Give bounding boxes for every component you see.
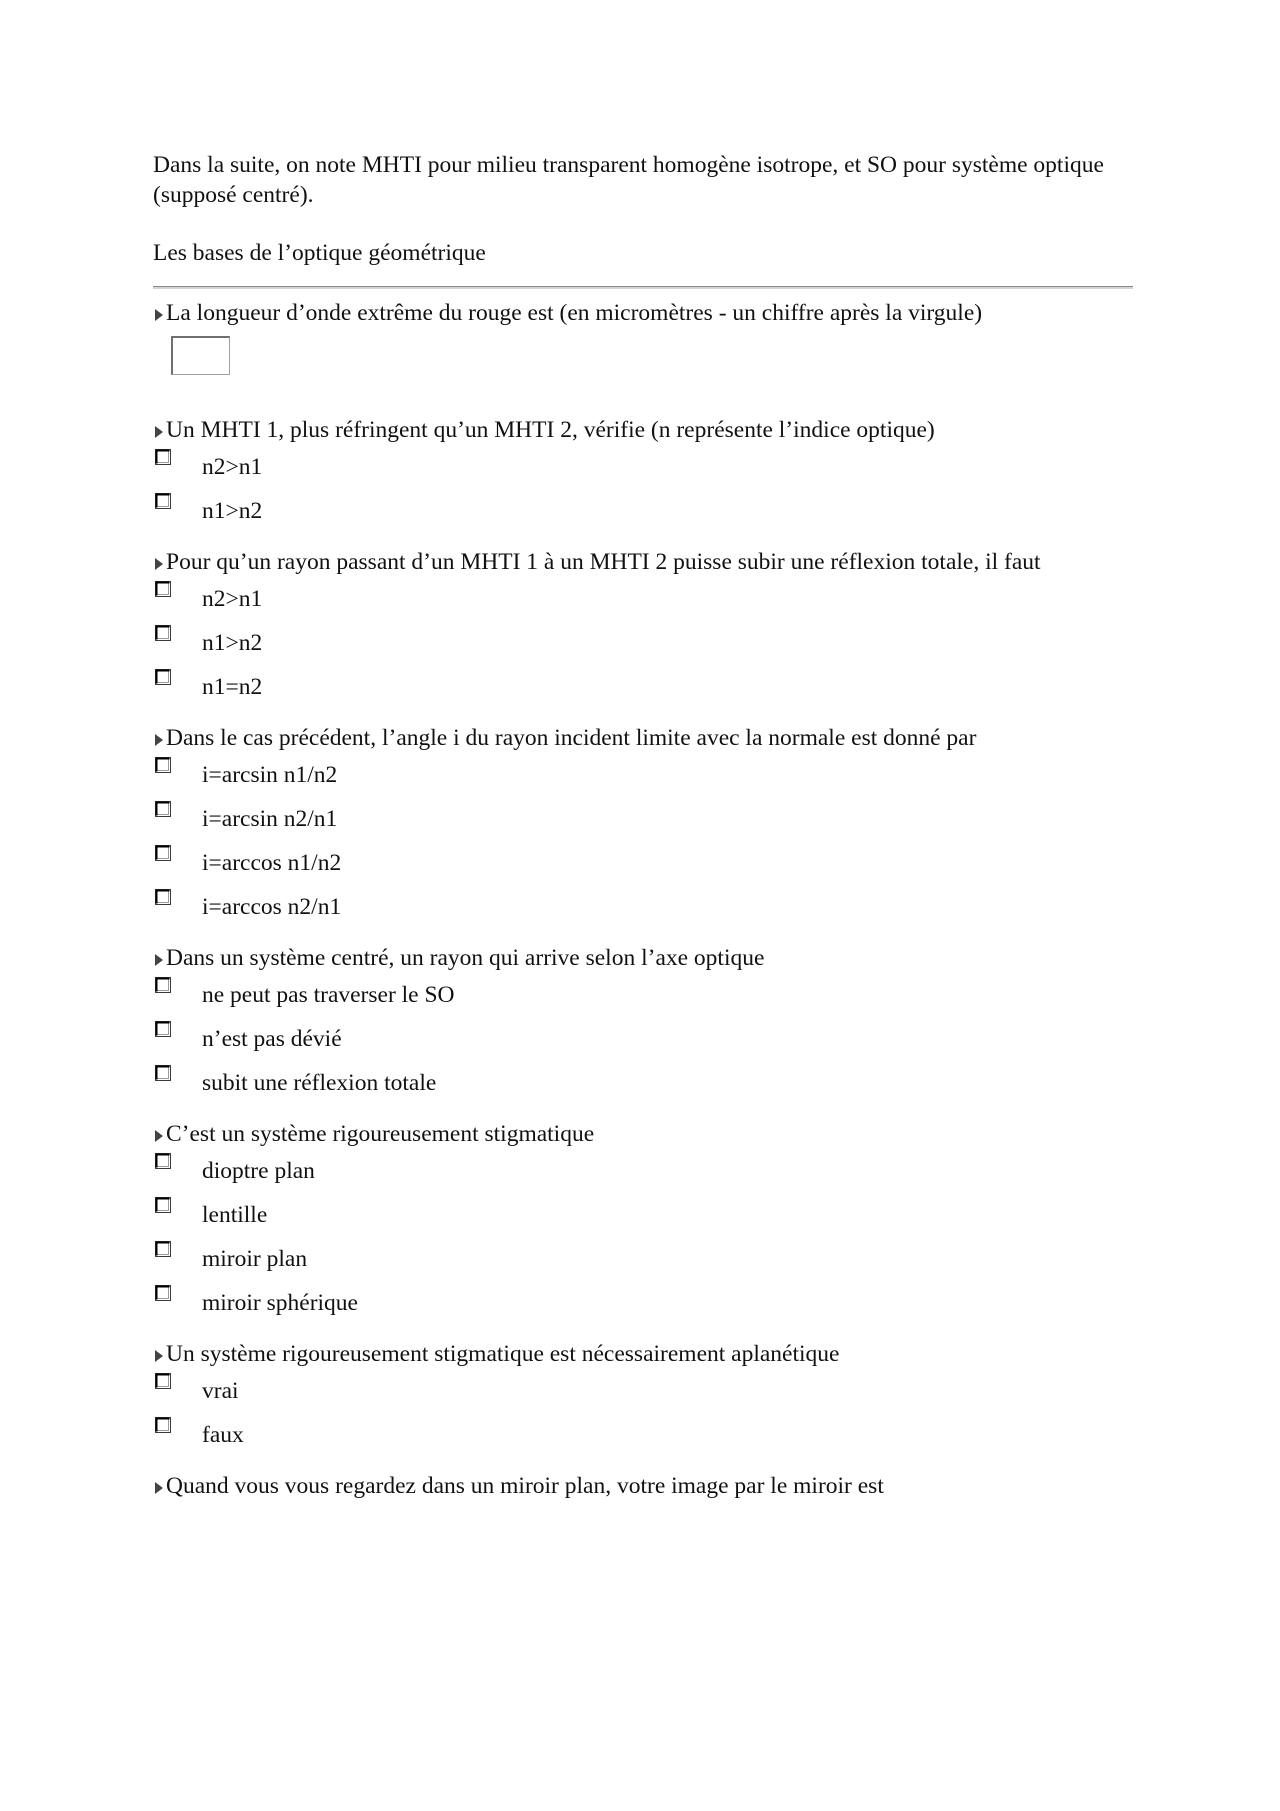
option[interactable] (153, 577, 1133, 621)
question-text: Un MHTI 1, plus réfringent qu’un MHTI 2, vérifie (n représente l’indice optique) (166, 417, 935, 443)
radio-button[interactable] (155, 493, 171, 509)
radio-button[interactable] (155, 625, 171, 641)
option[interactable] (153, 1281, 1133, 1325)
option[interactable] (153, 1413, 1133, 1457)
option[interactable] (153, 885, 1133, 929)
question-3 (153, 723, 1133, 929)
option[interactable] (153, 1149, 1133, 1193)
question-0 (153, 298, 1133, 401)
question-text: Quand vous vous regardez dans un miroir plan, votre image par le miroir est (166, 1473, 884, 1499)
radio-button[interactable] (155, 581, 171, 597)
radio-button[interactable] (155, 977, 171, 993)
option[interactable] (153, 665, 1133, 709)
option-label: n1>n2 (202, 630, 263, 656)
option-label: i=arccos n1/n2 (202, 850, 342, 876)
option-label: n1=n2 (202, 674, 263, 700)
radio-button[interactable] (155, 669, 171, 685)
question-text: La longueur d’onde extrême du rouge est (en micromètres - un chiffre après la virgule) (166, 300, 983, 326)
option-label: i=arccos n2/n1 (202, 894, 342, 920)
radio-button[interactable] (155, 757, 171, 773)
question-text: C’est un système rigoureusement stigmatique (166, 1121, 595, 1147)
question-text: Pour qu’un rayon passant d’un MHTI 1 à un MHTI 2 puisse subir une réflexion totale, il faut (166, 549, 1041, 575)
triangle-right-icon (155, 1482, 163, 1494)
option-label: vrai (202, 1378, 239, 1404)
triangle-right-icon (155, 558, 163, 570)
triangle-right-icon (155, 426, 163, 438)
option[interactable] (153, 1061, 1133, 1105)
option[interactable] (153, 621, 1133, 665)
option-label: i=arcsin n2/n1 (202, 806, 338, 832)
radio-button[interactable] (155, 801, 171, 817)
question-7 (153, 1471, 1133, 1501)
option-label: dioptre plan (202, 1158, 315, 1184)
radio-button[interactable] (155, 1021, 171, 1037)
radio-button[interactable] (155, 449, 171, 465)
option-label: n1>n2 (202, 498, 263, 524)
intro-paragraph: Dans la suite, on note MHTI pour milieu transparent homogène isotrope, et SO pour système optique (supposé centré). (153, 152, 1104, 208)
option[interactable] (153, 1237, 1133, 1281)
option-label: subit une réflexion totale (202, 1070, 437, 1096)
option-label: lentille (202, 1202, 268, 1228)
question-1 (153, 415, 1133, 533)
question-5 (153, 1119, 1133, 1325)
option-label: miroir plan (202, 1246, 308, 1272)
radio-button[interactable] (155, 1241, 171, 1257)
triangle-right-icon (155, 1350, 163, 1362)
question-text: Un système rigoureusement stigmatique est nécessairement aplanétique (166, 1341, 840, 1367)
horizontal-rule (153, 286, 1133, 289)
radio-button[interactable] (155, 889, 171, 905)
option[interactable] (153, 797, 1133, 841)
option[interactable] (153, 445, 1133, 489)
option[interactable] (153, 753, 1133, 797)
option[interactable] (153, 1193, 1133, 1237)
section-title: Les bases de l’optique géométrique (153, 240, 486, 266)
radio-button[interactable] (155, 1153, 171, 1169)
radio-button[interactable] (155, 1065, 171, 1081)
question-text: Dans le cas précédent, l’angle i du rayon incident limite avec la normale est donné par (166, 725, 977, 751)
triangle-right-icon (155, 309, 163, 321)
answer-input[interactable] (171, 336, 230, 375)
triangle-right-icon (155, 734, 163, 746)
question-6 (153, 1339, 1133, 1457)
question-4 (153, 943, 1133, 1105)
question-2 (153, 547, 1133, 709)
option[interactable] (153, 841, 1133, 885)
radio-button[interactable] (155, 1285, 171, 1301)
option-label: i=arcsin n1/n2 (202, 762, 338, 788)
option-label: ne peut pas traverser le SO (202, 982, 455, 1008)
option-label: miroir sphérique (202, 1290, 358, 1316)
option-label: faux (202, 1422, 244, 1448)
radio-button[interactable] (155, 1373, 171, 1389)
option[interactable] (153, 973, 1133, 1017)
question-text: Dans un système centré, un rayon qui arrive selon l’axe optique (166, 945, 765, 971)
option[interactable] (153, 1369, 1133, 1413)
triangle-right-icon (155, 954, 163, 966)
radio-button[interactable] (155, 1197, 171, 1213)
option-label: n2>n1 (202, 586, 263, 612)
option[interactable] (153, 489, 1133, 533)
option-label: n’est pas dévié (202, 1026, 342, 1052)
option-label: n2>n1 (202, 454, 263, 480)
radio-button[interactable] (155, 845, 171, 861)
triangle-right-icon (155, 1130, 163, 1142)
option[interactable] (153, 1017, 1133, 1061)
radio-button[interactable] (155, 1417, 171, 1433)
document-page (153, 150, 1133, 1501)
